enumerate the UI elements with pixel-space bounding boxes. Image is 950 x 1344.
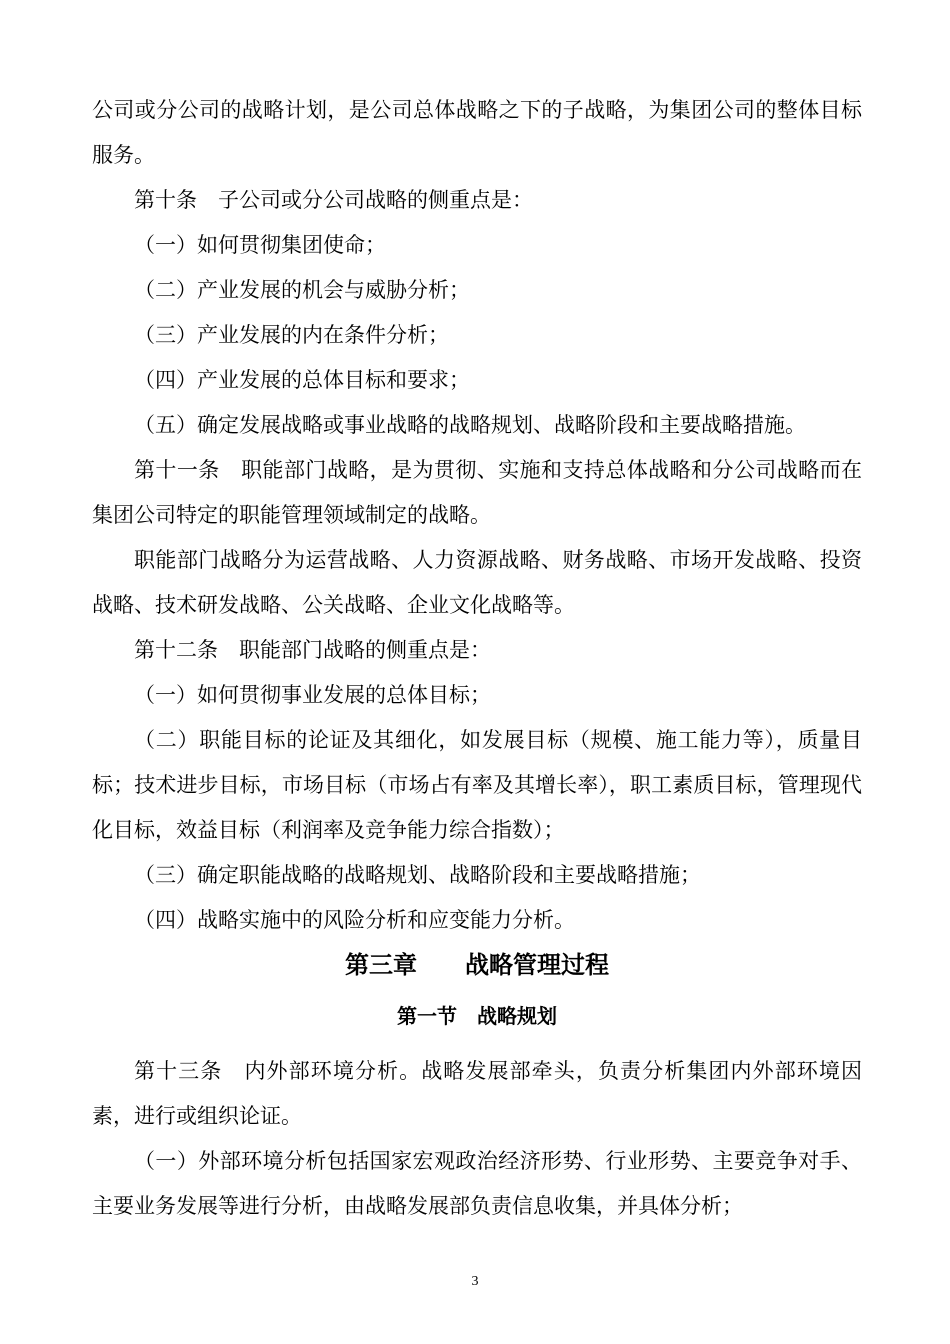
document-body: [92, 88, 862, 1229]
paragraph-continuation: 公司或分公司的战略计划，是公司总体战略之下的子战略，为集团公司的整体目标服务。: [92, 98, 862, 167]
article-12-item-3: （三）确定职能战略的战略规划、战略阶段和主要战略措施；: [134, 863, 701, 887]
article-13-item-1: （一）外部环境分析包括国家宏观政治经济形势、行业形势、主要竞争对手、主要业务发展等进行分析，由战略发展部负责信息收集，并具体分析；: [92, 1149, 862, 1218]
article-11-detail: 职能部门战略分为运营战略、人力资源战略、财务战略、市场开发战略、投资战略、技术研发战略、公关战略、企业文化战略等。: [92, 548, 862, 617]
chapter-title: 第三章 战略管理过程: [345, 951, 609, 979]
article-10-item-1: （一）如何贯彻集团使命；: [134, 233, 386, 257]
article-12-heading: 第十二条 职能部门战略的侧重点是：: [134, 638, 491, 662]
section-title: 第一节 战略规划: [397, 1004, 557, 1028]
article-10-item-5: （五）确定发展战略或事业战略的战略规划、战略阶段和主要战略措施。: [134, 413, 806, 437]
article-10-item-3: （三）产业发展的内在条件分析；: [134, 323, 449, 347]
article-10-item-2: （二）产业发展的机会与威胁分析；: [134, 278, 470, 302]
article-10-heading: 第十条 子公司或分公司战略的侧重点是：: [134, 188, 533, 212]
article-13: 第十三条 内外部环境分析。战略发展部牵头，负责分析集团内外部环境因素，进行或组织论证。: [92, 1059, 862, 1128]
article-12-item-1: （一）如何贯彻事业发展的总体目标；: [134, 683, 491, 707]
article-11: 第十一条 职能部门战略，是为贯彻、实施和支持总体战略和分公司战略而在集团公司特定的职能管理领域制定的战略。: [92, 458, 862, 527]
article-12-item-4: （四）战略实施中的风险分析和应变能力分析。: [134, 908, 575, 932]
article-12-item-2: （二）职能目标的论证及其细化，如发展目标（规模、施工能力等），质量目标；技术进步目标，市场目标（市场占有率及其增长率），职工素质目标，管理现代化目标，效益目标（利润率及竞争能力综合指数）；: [92, 728, 862, 842]
page-number: 3: [471, 1274, 479, 1289]
article-10-item-4: （四）产业发展的总体目标和要求；: [134, 368, 470, 392]
